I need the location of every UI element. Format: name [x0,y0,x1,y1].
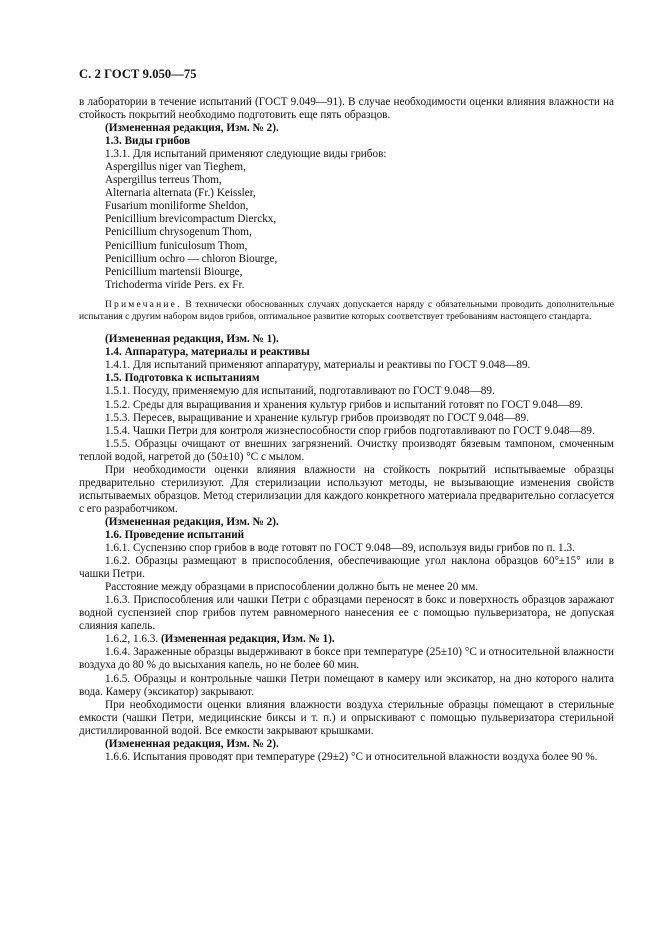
paragraph-1-5-1: 1.5.1. Посуду, применяемую для испытаний, подготавливают по ГОСТ 9.048—89. [105,385,495,398]
edition-note: (Измененная редакция, Изм. № 2). [105,122,279,135]
edition-note: (Измененная редакция, Изм. № 1). [105,333,279,346]
paragraph-1-6-2-distance: Расстояние между образцами в приспособлении должно быть не менее 20 мм. [105,581,479,594]
species-item: Penicillium brevicompactum Dierckx, [105,213,277,226]
section-heading-1-5: 1.5. Подготовка к испытаниям [105,372,260,385]
section-heading-1-4: 1.4. Аппаратура, материалы и реактивы [105,346,310,359]
note-label: Примечание. [105,299,182,310]
paragraph-1-5-4: 1.5.4. Чашки Петри для контроля жизнеспособности спор грибов подготавливают по ГОСТ 9.048—89. [105,424,595,437]
paragraph-1-6-1: 1.6.1. Суспензию спор грибов в воде готовят по ГОСТ 9.048—89, используя виды грибов по п. 1.3. [105,542,575,555]
edition-note-text: (Измененная редакция, Изм. № 1). [160,633,335,646]
note-block [79,300,614,324]
paragraph-numbers: 1.6.2, 1.6.3. [105,633,159,646]
paragraph-1-6-5-humidity: При необходимости оценки влияния влажности воздуха стерильные образцы помещают в стерильные емкости (чашки Петри, медицинские биксы и т. п.) и опрыскивают с помощью пульверизатора стерильной дистиллированной водой. Все емкости закрывают крышками. [79,698,614,737]
note-text: В технически обоснованных случаях допускается наряду с обязательными проводить дополнительные испытания с другим набором видов грибов, оптимальное развитие которых соответствует требованиям настоящего стандарта. [79,299,615,322]
species-item: Fusarium moniliforme Sheldon, [105,200,249,213]
section-heading-1-6: 1.6. Проведение испытаний [105,529,245,541]
species-item: Alternaria alternata (Fr.) Keissler, [105,187,256,200]
edition-note: (Измененная редакция, Изм. № 2). [105,737,279,750]
paragraph-1-6-2: 1.6.2. Образцы размещают в приспособления, обеспечивающие угол наклона образцов 60°±15° или в чашки Петри. [79,555,614,581]
species-item: Penicillium chrysogenum Thom, [105,226,252,239]
edition-note: (Измененная редакция, Изм. № 2). [105,515,279,528]
species-item: Trichoderma viride Pers. ex Fr. [105,278,245,291]
document-body [79,96,614,764]
paragraph-1-5-3: 1.5.3. Пересев, выращивание и хранение культур грибов производят по ГОСТ 9.048—89. [105,411,529,424]
species-item: Aspergillus niger van Tieghem, [105,161,246,174]
paragraph-1-3-1: 1.3.1. Для испытаний применяют следующие виды грибов: [105,148,387,161]
page-header: С. 2 ГОСТ 9.050—75 [79,67,197,81]
paragraph-1-5-2: 1.5.2. Среды для выращивания и хранения культур грибов и испытаний готовят по ГОСТ 9.048—89. [105,398,584,411]
paragraph-1-5-5-sterilization: При необходимости оценки влияния влажности на стойкость покрытий испытываемые образцы предварительно стерилизуют. Для стерилизации используют методы, не вызывающие изменения свойств испытываемых образцов. Метод стерилизации для каждого конкретного материала предварительно согласуется с его разработчиком. [79,463,614,515]
fungi-species-list [79,161,614,291]
paragraph-lab-testing: в лаборатории в течение испытаний (ГОСТ 9.049—91). В случае необходимости оценки влияния влажности на стойкость покрытий необходимо подготовить еще пять образцов. [79,96,614,122]
paragraph-1-6-3: 1.6.3. Приспособления или чашки Петри с образцами переносят в бокс и поверхность образцов заражают водной суспензией спор грибов путем равномерного нанесения ее с помощью пульверизатора, не допуская слияния капель. [79,594,614,633]
paragraph-1-6-6: 1.6.6. Испытания проводят при температуре (29±2) °С и относительной влажности воздуха более 90 %. [105,750,598,763]
species-item: Penicillium funiculosum Thom, [105,239,248,252]
paragraph-1-6-4: 1.6.4. Зараженные образцы выдерживают в боксе при температуре (25±10) °С и относительной влажности воздуха до 80 % до высыхания капель, но не более 60 мин. [79,646,614,672]
paragraph-1-5-5: 1.5.5. Образцы очищают от внешних загрязнений. Очистку производят бязевым тампоном, смоченным теплой водой, нагретой до (50±10) °С с мылом. [79,437,614,463]
species-item: Aspergillus terreus Thom, [105,174,222,187]
paragraph-1-4-1: 1.4.1. Для испытаний применяют аппаратуру, материалы и реактивы по ГОСТ 9.048—89. [105,359,531,372]
species-item: Penicillium ochro — chloron Biourge, [105,252,278,265]
paragraph-1-6-5: 1.6.5. Образцы и контрольные чашки Петри помещают в камеру или эксикатор, на дно которого налита вода. Камеру (эксикатор) закрывают. [79,672,614,698]
section-heading-1-3: 1.3. Виды грибов [105,135,191,148]
species-item: Penicillium martensii Biourge, [105,265,243,278]
edition-note-1-6-2-1-6-3 [79,633,614,646]
